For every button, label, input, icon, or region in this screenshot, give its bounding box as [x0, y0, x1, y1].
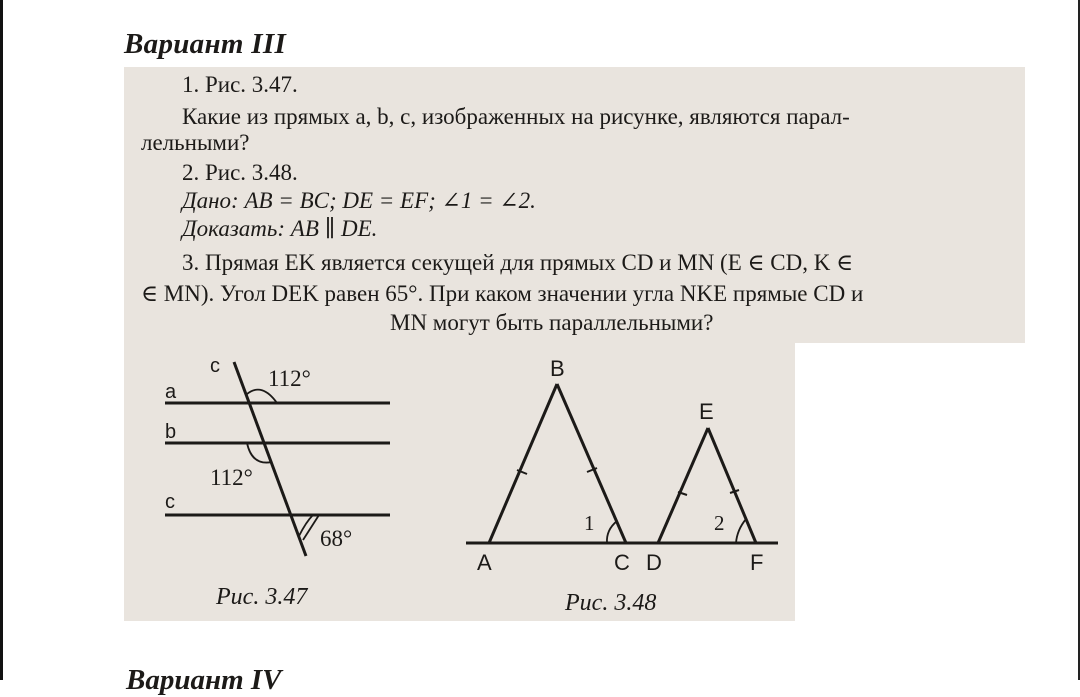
given-label: Дано: [182, 188, 239, 213]
angle-label-bottom: 68° [320, 526, 353, 551]
problem2-ref: 2. Рис. 3.48. [182, 160, 298, 185]
angle-arc-1 [607, 521, 617, 543]
problem1-ref: 1. Рис. 3.47. [182, 72, 298, 97]
problem1-question-line2: лельными? [141, 130, 250, 155]
next-variant-title: Вариант IV [126, 664, 282, 696]
vertex-b: B [550, 356, 565, 381]
segment-ab [489, 384, 557, 543]
angle-label-top: 112° [268, 366, 311, 391]
vertex-e: E [699, 399, 714, 424]
angle-arc-2 [736, 519, 746, 543]
label-b: b [165, 421, 177, 443]
vertex-f: F [750, 550, 764, 575]
segment-de [658, 428, 708, 543]
label-transversal: c [210, 355, 220, 377]
vertex-a: A [477, 550, 492, 575]
vertex-d: D [646, 550, 662, 575]
problem3-line2: ∈ MN). Угол DEK равен 65°. При каком значении угла NKE прямые CD и [141, 281, 864, 306]
given-text: AB = BC; DE = EF; ∠1 = ∠2. [244, 188, 536, 213]
variant-title: Вариант III [124, 28, 287, 60]
vertex-c: C [614, 550, 630, 575]
angle-arc-top [247, 390, 277, 403]
label-c: c [165, 491, 175, 513]
prove-text: AB ∥ DE. [290, 216, 378, 241]
angle-arc-bottom-1 [299, 515, 313, 536]
angle-1-label: 1 [584, 511, 595, 535]
angle-2-label: 2 [714, 511, 725, 535]
problem3-line1: 3. Прямая EK является секущей для прямых CD и MN (E ∈ CD, K ∈ [182, 250, 854, 275]
tick-ef [730, 490, 739, 493]
label-a: a [165, 381, 177, 403]
angle-label-mid: 112° [210, 465, 253, 490]
prove-label: Доказать: [182, 216, 286, 241]
caption-fig-348: Рис. 3.48 [565, 590, 657, 616]
problem1-question-line1: Какие из прямых a, b, c, изображенных на рисунке, являются парал- [182, 104, 850, 129]
caption-fig-347: Рис. 3.47 [216, 584, 308, 610]
problem3-line3: MN могут быть параллельными? [390, 310, 714, 335]
angle-arc-bottom-2 [303, 515, 319, 540]
transversal-c [234, 362, 306, 556]
